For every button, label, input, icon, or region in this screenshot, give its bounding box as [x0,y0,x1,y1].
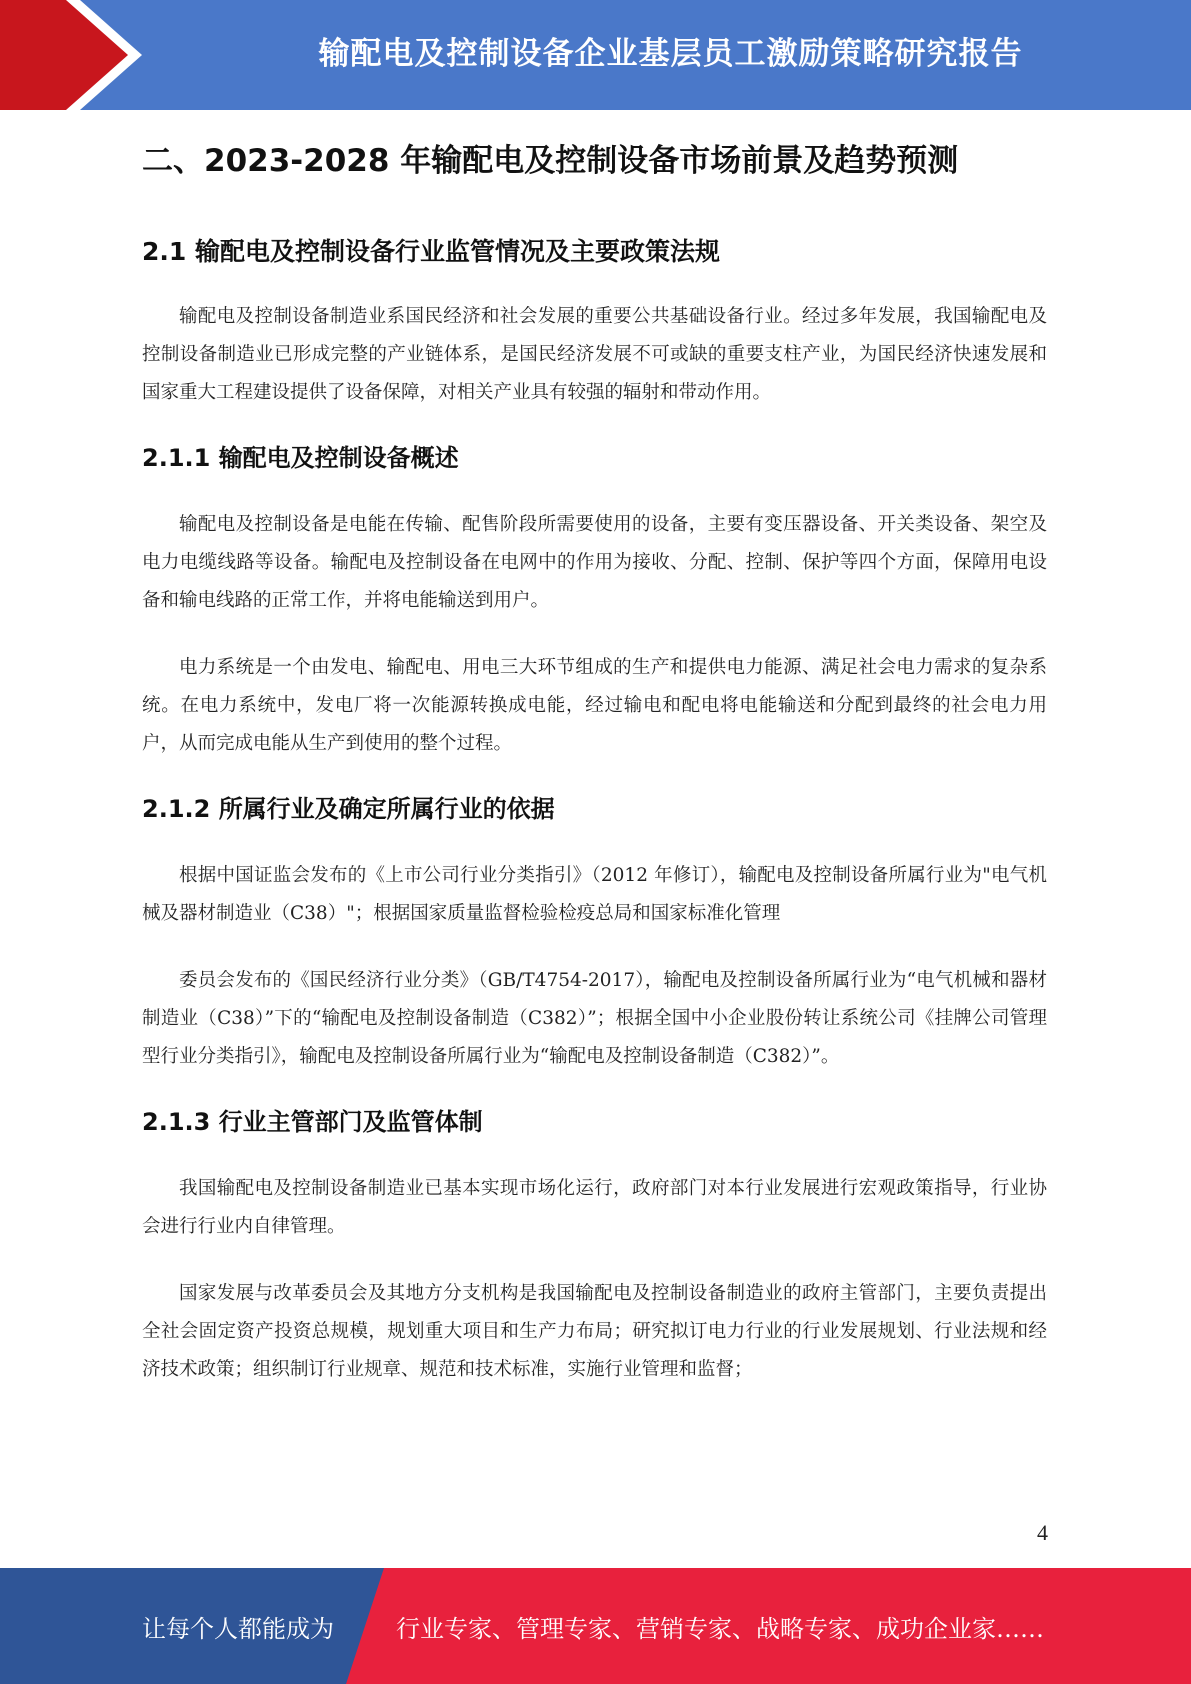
overview-paragraph-2: 电力系统是一个由发电、输配电、用电三大环节组成的生产和提供电力能源、满足社会电力需求的复杂系统。在电力系统中，发电厂将一次能源转换成电能，经过输电和配电将电能输送和分配到最终的社会电力用户，从而完成电能从生产到使用的整个过程。 [142,657,1047,754]
regulation-paragraph-1: 我国输配电及控制设备制造业已基本实现市场化运行，政府部门对本行业发展进行宏观政策指导，行业协会进行行业内自律管理。 [142,1178,1047,1237]
overview-heading: 2.1.1 输配电及控制设备概述 [142,444,459,472]
regulation-heading: 2.1.3 行业主管部门及监管体制 [142,1108,483,1136]
page-number: 4 [1037,1520,1048,1545]
header-chevron-decoration [0,0,160,110]
subsection-paragraph: 输配电及控制设备制造业系国民经济和社会发展的重要公共基础设备行业。经过多年发展，我国输配电及控制设备制造业已形成完整的产业链体系，是国民经济发展不可或缺的重要支柱产业，为国民经济快速发展和国家重大工程建设提供了设备保障，对相关产业具有较强的辐射和带动作用。 [142,306,1047,403]
document-body [142,136,1047,1389]
footer-banner [0,1568,1191,1684]
overview-paragraph-1: 输配电及控制设备是电能在传输、配售阶段所需要使用的设备，主要有变压器设备、开关类设备、架空及电力电缆线路等设备。输配电及控制设备在电网中的作用为接收、分配、控制、保护等四个方面，保障用电设备和输电线路的正常工作，并将电能输送到用户。 [142,514,1047,611]
header-banner [0,0,1191,110]
industry-paragraph-1: 根据中国证监会发布的《上市公司行业分类指引》（2012 年修订），输配电及控制设备所属行业为"电气机械及器材制造业（C38）"；根据国家质量监督检验检疫总局和国家标准化管理 [142,865,1047,924]
footer-slogan-right: 行业专家、管理专家、营销专家、战略专家、成功企业家…… [396,1614,1044,1643]
footer-slogan-left: 让每个人都能成为 [142,1614,334,1643]
report-title: 输配电及控制设备企业基层员工激励策略研究报告 [318,35,1023,72]
regulation-paragraph-2: 国家发展与改革委员会及其地方分支机构是我国输配电及控制设备制造业的政府主管部门，主要负责提出全社会固定资产投资总规模，规划重大项目和生产力布局；研究拟订电力行业的行业发展规划、行业法规和经济技术政策；组织制订行业规章、规范和技术标准，实施行业管理和监督； [142,1283,1047,1380]
industry-paragraph-2: 委员会发布的《国民经济行业分类》（GB/T4754-2017），输配电及控制设备所属行业为“电气机械和器材制造业（C38）”下的“输配电及控制设备制造（C382）”；根据全国中小企业股份转让系统公司《挂牌公司管理型行业分类指引》，输配电及控制设备所属行业为“输配电及控制设备制造（C382）”。 [142,970,1047,1067]
industry-heading: 2.1.2 所属行业及确定所属行业的依据 [142,795,555,823]
section-heading: 二、2023-2028 年输配电及控制设备市场前景及趋势预测 [142,143,959,179]
subsection-heading: 2.1 输配电及控制设备行业监管情况及主要政策法规 [142,237,720,266]
